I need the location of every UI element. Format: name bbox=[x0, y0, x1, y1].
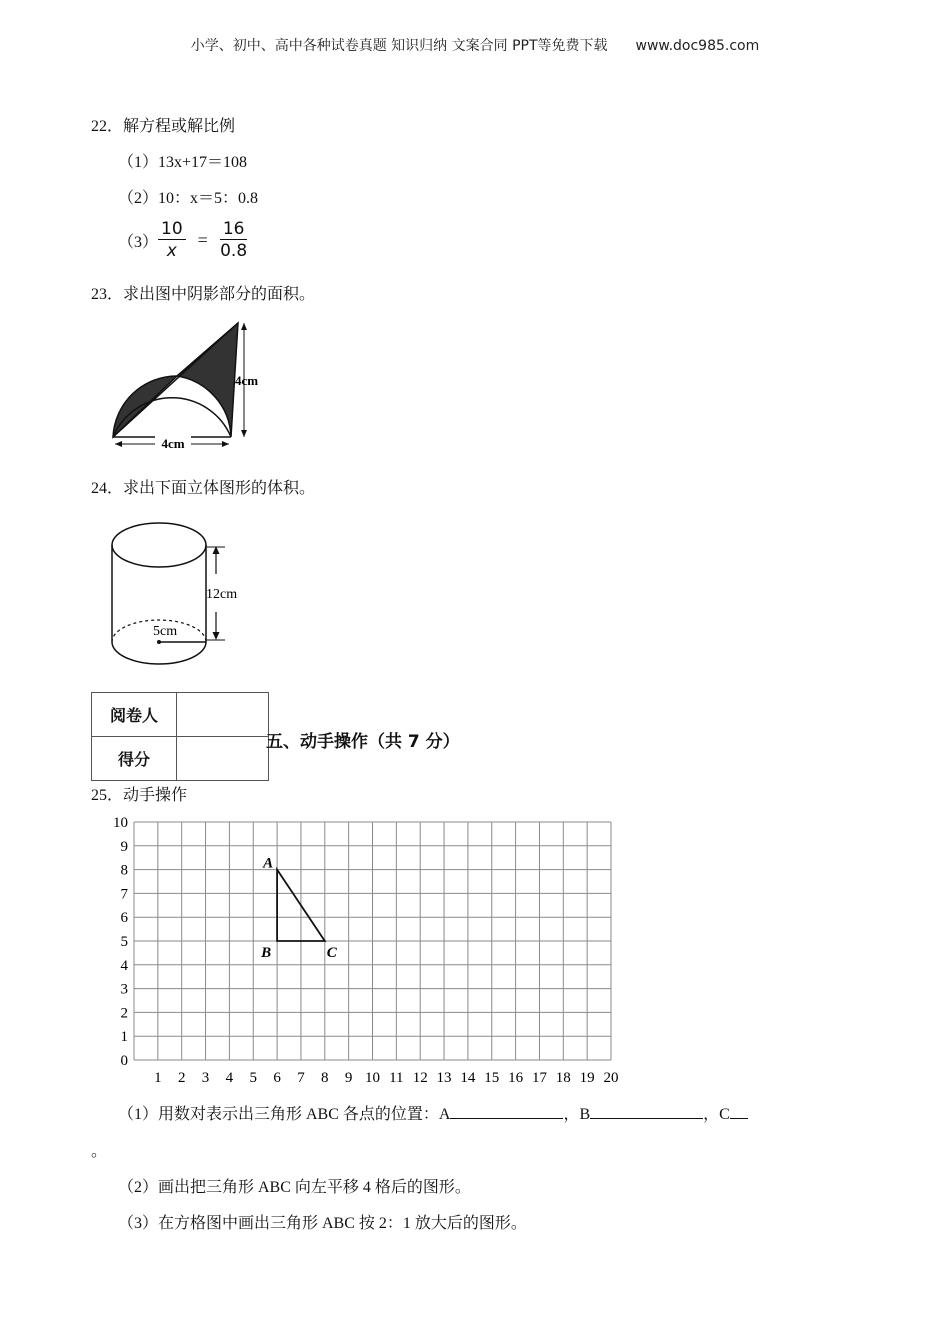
y-tick-label: 3 bbox=[120, 981, 128, 998]
q25-part1-c: ，C bbox=[703, 1106, 730, 1123]
y-tick-label: 10 bbox=[113, 815, 128, 831]
x-tick-label: 12 bbox=[412, 1070, 428, 1086]
q25-part2: （2）画出把三角形 ABC 向左平移 4 格后的图形。 bbox=[118, 1179, 471, 1196]
y-tick-label: 7 bbox=[120, 886, 128, 903]
y-tick-label: 8 bbox=[120, 862, 128, 879]
q25-part1-end: 。 bbox=[91, 1143, 108, 1160]
fraction-left bbox=[158, 219, 186, 262]
grid-lines bbox=[134, 822, 611, 1060]
vertex-label-a: A bbox=[263, 855, 274, 872]
fraction-left-denominator: x bbox=[166, 241, 177, 261]
score-label: 得分 bbox=[92, 737, 177, 781]
vertex-label-b: B bbox=[261, 945, 272, 961]
q25-title: 25．动手操作 bbox=[91, 787, 188, 804]
x-tick-label: 11 bbox=[389, 1070, 404, 1086]
base-label: 4cm bbox=[161, 436, 185, 451]
x-tick-label: 13 bbox=[436, 1070, 452, 1086]
x-tick-label: 8 bbox=[321, 1070, 329, 1086]
q25-part1-b: ，B bbox=[563, 1106, 591, 1123]
y-tick-label: 1 bbox=[120, 1029, 128, 1046]
answer-blank-a[interactable] bbox=[450, 1104, 563, 1119]
score-cell[interactable] bbox=[177, 737, 269, 781]
triangle-abc bbox=[260, 856, 338, 961]
x-tick-label: 17 bbox=[531, 1070, 547, 1086]
fraction-right-denominator: 0.8 bbox=[220, 241, 248, 261]
fraction-right bbox=[220, 219, 248, 262]
x-tick-label: 16 bbox=[508, 1070, 524, 1086]
vertex-label-c: C bbox=[326, 945, 337, 961]
x-tick-label: 3 bbox=[201, 1070, 210, 1086]
cylinder-top-ellipse bbox=[112, 523, 206, 567]
fraction-left-numerator: 10 bbox=[158, 219, 186, 240]
q25-part1 bbox=[118, 1101, 748, 1124]
shaded-region-right bbox=[177, 323, 238, 437]
x-tick-label: 4 bbox=[225, 1070, 234, 1086]
q22-part2: （2）10：x＝5：0.8 bbox=[118, 190, 259, 207]
header-site: www.doc985.com bbox=[635, 38, 760, 54]
x-tick-label: 19 bbox=[579, 1070, 595, 1086]
score-table bbox=[91, 692, 269, 781]
q22-part1: （1）13x+17＝108 bbox=[118, 154, 248, 171]
y-tick-label: 4 bbox=[120, 957, 128, 974]
x-tick-label: 10 bbox=[365, 1070, 380, 1086]
fraction-right-numerator: 16 bbox=[220, 219, 248, 240]
cylinder-height-label: 12cm bbox=[206, 587, 238, 602]
q22-part3-prefix: （3） bbox=[118, 234, 159, 251]
equals-sign: = bbox=[197, 230, 208, 250]
page-header bbox=[0, 35, 950, 55]
y-tick-label: 9 bbox=[120, 838, 128, 855]
reviewer-label: 阅卷人 bbox=[92, 693, 177, 737]
x-tick-label: 9 bbox=[344, 1070, 353, 1086]
coordinate-grid bbox=[100, 812, 635, 1090]
x-tick-label: 5 bbox=[249, 1070, 257, 1086]
x-tick-label: 1 bbox=[154, 1070, 162, 1086]
section-title: 五、动手操作（共 7 分） bbox=[266, 732, 460, 752]
x-tick-label: 2 bbox=[177, 1070, 186, 1086]
cylinder-bottom-front bbox=[112, 642, 206, 664]
answer-blank-c[interactable] bbox=[730, 1104, 748, 1119]
x-tick-label: 15 bbox=[484, 1070, 500, 1086]
cylinder-figure bbox=[105, 512, 250, 672]
y-tick-label: 6 bbox=[120, 910, 128, 927]
y-tick-label: 2 bbox=[120, 1005, 128, 1022]
reviewer-cell[interactable] bbox=[177, 693, 269, 737]
height-arrowhead-down bbox=[213, 632, 220, 640]
y-tick-label: 5 bbox=[120, 934, 128, 950]
header-text: 小学、初中、高中各种试卷真题 知识归纳 文案合同 PPT等免费下载 bbox=[190, 38, 608, 54]
radius-label: 5cm bbox=[153, 624, 178, 639]
grid-ticks bbox=[113, 815, 619, 1086]
x-tick-label: 6 bbox=[273, 1070, 281, 1086]
x-tick-label: 20 bbox=[603, 1070, 619, 1086]
q22-title: 22．解方程或解比例 bbox=[91, 118, 236, 135]
q25-part1-text: （1）用数对表示出三角形 ABC 各点的位置：A bbox=[118, 1106, 451, 1123]
x-tick-label: 14 bbox=[460, 1070, 476, 1086]
q24-title: 24．求出下面立体图形的体积。 bbox=[91, 480, 316, 497]
x-tick-label: 18 bbox=[555, 1070, 571, 1086]
shaded-area-figure bbox=[105, 315, 280, 455]
x-tick-label: 7 bbox=[297, 1070, 305, 1086]
q25-part3: （3）在方格图中画出三角形 ABC 按 2：1 放大后的图形。 bbox=[118, 1215, 527, 1232]
q23-title: 23．求出图中阴影部分的面积。 bbox=[91, 286, 316, 303]
height-label: 4cm bbox=[235, 373, 259, 388]
answer-blank-b[interactable] bbox=[590, 1104, 703, 1119]
q22-part3 bbox=[118, 219, 247, 262]
y-tick-label: 0 bbox=[120, 1053, 128, 1069]
